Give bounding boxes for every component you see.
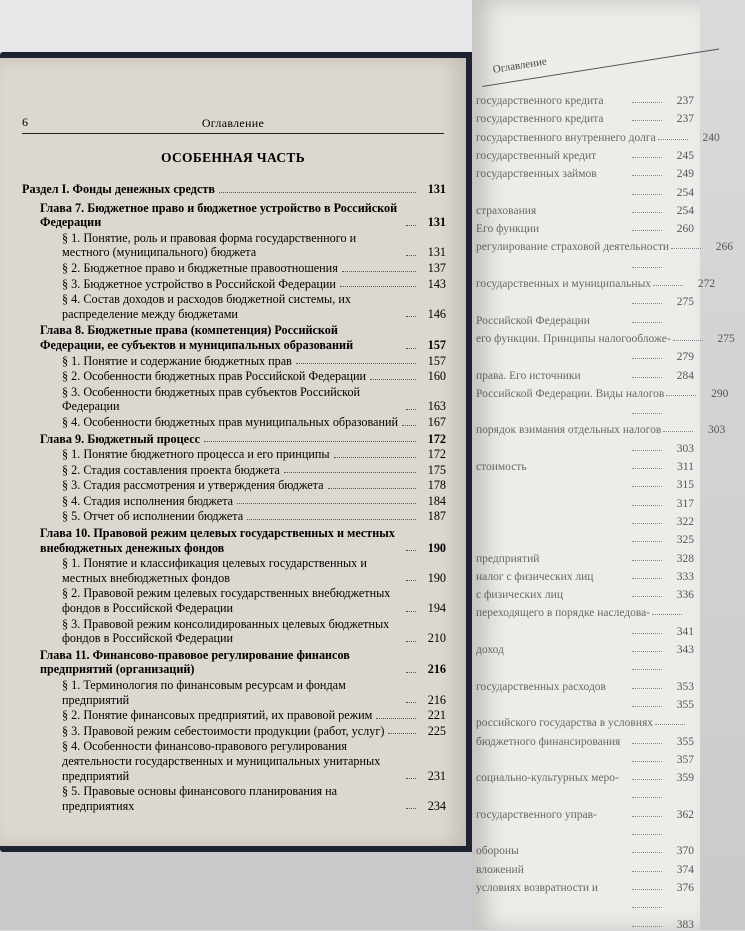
right-toc-line <box>472 275 716 290</box>
right-toc-line <box>472 110 704 125</box>
toc-entry-title: § 3. Стадия рассмотрения и утверждения бюджета <box>62 478 324 493</box>
right-toc-page: 328 <box>676 552 694 565</box>
right-toc-dots <box>653 285 683 286</box>
toc-entry <box>22 182 446 197</box>
right-toc-page: 355 <box>676 735 694 748</box>
right-toc-text: его функции. Принципы налогообложе- <box>476 332 671 345</box>
toc-entry <box>22 277 446 292</box>
toc-entry-page: 221 <box>427 708 446 723</box>
toc-entry-page: 157 <box>427 337 446 352</box>
right-toc-page: 260 <box>676 223 694 236</box>
right-toc-line <box>472 733 704 748</box>
right-toc-page: 266 <box>715 241 734 254</box>
right-toc-dots <box>632 120 662 121</box>
right-toc-dots <box>632 578 662 579</box>
right-toc-line <box>472 129 720 144</box>
right-toc-line <box>472 330 735 345</box>
right-toc-page: 254 <box>676 186 694 199</box>
right-toc-line <box>472 659 704 674</box>
right-toc-page: 336 <box>676 589 694 602</box>
right-toc-page: 341 <box>676 625 694 638</box>
right-toc-text: вложений <box>476 863 524 876</box>
right-toc-page: 359 <box>676 772 694 785</box>
right-toc-text: порядок взимания отдельных налогов <box>476 424 662 437</box>
right-toc-line <box>472 842 704 857</box>
right-toc-line <box>472 385 729 400</box>
right-toc-dots <box>632 358 662 359</box>
toc-entry-page: 210 <box>427 631 446 646</box>
right-toc-text: Его функции <box>476 223 540 236</box>
table-of-contents <box>22 182 446 814</box>
toc-leader-dots <box>237 503 416 504</box>
toc-entry-title: § 1. Понятие бюджетного процесса и его принципы <box>62 447 330 462</box>
right-toc-line <box>472 92 704 107</box>
right-toc-text: права. Его источники <box>476 369 581 382</box>
toc-leader-dots <box>406 808 416 809</box>
right-toc-text: условиях возвратности и <box>476 881 599 894</box>
right-toc-line <box>472 623 704 638</box>
right-toc-dots <box>632 303 662 304</box>
toc-entry-page: 137 <box>427 260 446 275</box>
toc-entry <box>22 323 446 352</box>
right-toc-line <box>472 550 704 565</box>
toc-leader-dots <box>406 316 416 317</box>
right-toc-line <box>472 861 704 876</box>
right-toc-page: 275 <box>676 296 694 309</box>
right-toc-line <box>472 916 704 931</box>
right-toc-dots <box>632 743 662 744</box>
right-toc-line <box>472 476 704 491</box>
right-toc-text: регулирование страховой деятельности <box>476 241 670 254</box>
toc-entry <box>22 369 446 384</box>
toc-entry-title: Глава 8. Бюджетные права (компетенция) Российской Федерации, ее субъектов и муниципальных образований <box>40 323 354 352</box>
toc-entry-title: § 4. Особенности финансово-правового регулирования деятельности государственных и муниципальных унитарных предприятий <box>62 739 381 783</box>
right-toc-text: государственных займов <box>476 168 597 181</box>
toc-entry-title: § 5. Отчет об исполнении бюджета <box>62 509 244 524</box>
toc-entry <box>22 261 446 276</box>
toc-leader-dots <box>406 611 416 612</box>
toc-entry-title: § 2. Стадия составления проекта бюджета <box>62 462 280 477</box>
right-toc-page: 374 <box>676 863 694 876</box>
toc-entry-page: 225 <box>427 723 446 738</box>
right-toc-page: 383 <box>676 918 694 931</box>
right-toc-line <box>472 513 704 528</box>
right-toc-dots <box>655 724 685 725</box>
toc-entry <box>22 231 446 260</box>
toc-entry-page: 163 <box>427 399 446 414</box>
right-toc-page: 333 <box>676 570 694 583</box>
toc-entry-page: 131 <box>427 182 446 196</box>
right-toc-dots <box>671 248 701 249</box>
right-toc-page: 355 <box>676 698 694 711</box>
right-toc-page: 353 <box>676 680 694 693</box>
toc-entry-title: § 2. Особенности бюджетных прав Российской Федерации <box>62 369 367 384</box>
toc-entry-page: 194 <box>427 601 446 616</box>
toc-entry-title: § 3. Особенности бюджетных прав субъектов Российской Федерации <box>62 384 361 414</box>
right-toc-dots <box>632 633 662 634</box>
right-toc-line <box>472 312 704 327</box>
page-header <box>22 113 444 134</box>
toc-entry-title: § 2. Правовой режим целевых государственных внебюджетных фондов в Российской Федерации <box>62 586 391 616</box>
toc-entry-page: 167 <box>427 414 446 429</box>
toc-entry-page: 143 <box>427 276 446 291</box>
right-toc-dots <box>632 907 662 908</box>
right-toc-page: 315 <box>676 479 694 492</box>
right-toc-line <box>472 257 704 272</box>
right-page <box>472 0 735 931</box>
right-toc-text: с физических лиц <box>476 589 563 602</box>
toc-leader-dots <box>406 225 416 226</box>
toc-leader-dots <box>406 348 416 349</box>
right-toc-dots <box>632 468 662 469</box>
right-toc-line <box>472 367 704 382</box>
toc-leader-dots <box>284 472 416 473</box>
toc-leader-dots <box>406 641 416 642</box>
right-toc-line <box>472 238 734 254</box>
right-toc-dots <box>632 834 662 835</box>
toc-entry-title: § 5. Правовые основы финансового планирования на предприятиях <box>62 784 338 813</box>
toc-entry <box>22 617 446 646</box>
toc-entry-title: § 2. Бюджетное право и бюджетные правоотношения <box>62 260 338 275</box>
right-toc-text: обороны <box>476 845 519 858</box>
toc-entry-page: 175 <box>427 462 446 477</box>
right-toc-dots <box>632 816 662 817</box>
right-toc-page: 362 <box>676 808 694 821</box>
right-toc-page: 311 <box>677 461 694 473</box>
right-toc-dots <box>632 688 662 689</box>
toc-entry-page: 157 <box>427 353 446 368</box>
toc-entry <box>22 415 446 430</box>
right-toc-dots <box>632 377 662 378</box>
toc-entry <box>22 784 446 813</box>
toc-leader-dots <box>406 778 416 779</box>
right-toc-dots <box>632 560 662 561</box>
toc-entry-page: 190 <box>427 570 446 585</box>
right-toc-page: 240 <box>702 131 720 144</box>
right-toc-dots <box>632 267 662 268</box>
right-toc-text: государственного управ- <box>476 808 597 821</box>
right-toc-page: 317 <box>676 497 694 510</box>
toc-leader-dots <box>402 425 416 426</box>
toc-entry-title: § 1. Понятие, роль и правовая форма государственного и местного (муниципального) бюджета <box>62 230 357 260</box>
toc-leader-dots <box>388 733 416 734</box>
toc-entry-page: 172 <box>427 447 446 462</box>
toc-entry-page: 178 <box>427 478 446 493</box>
toc-entry <box>22 526 446 555</box>
right-toc-dots <box>632 194 662 195</box>
toc-entry-page: 160 <box>427 369 446 384</box>
right-toc-line <box>472 641 704 656</box>
toc-entry-title: § 3. Правовой режим консолидированных целевых бюджетных фондов в Российской Федерации <box>62 616 390 646</box>
right-toc-line <box>472 440 704 455</box>
toc-leader-dots <box>247 519 416 520</box>
right-toc-dots <box>632 541 662 542</box>
toc-entry <box>22 678 446 707</box>
toc-entry-title: Глава 7. Бюджетное право и бюджетное устройство в Российской Федерации <box>40 200 398 230</box>
right-toc-dots <box>632 926 662 927</box>
right-toc-text: государственного кредита <box>476 95 604 107</box>
toc-leader-dots <box>370 379 416 380</box>
right-toc-text: предприятий <box>476 552 540 565</box>
right-toc-line <box>472 696 704 711</box>
right-toc-text: переходящего в порядке наследова- <box>476 607 651 620</box>
toc-leader-dots <box>328 488 416 489</box>
right-toc-page: 303 <box>676 442 694 455</box>
toc-entry <box>22 385 446 414</box>
toc-entry <box>22 478 446 493</box>
right-toc-text: государственных расходов <box>476 680 606 693</box>
toc-entry-title: § 4. Состав доходов и расходов бюджетной системы, их распределение между бюджетами <box>62 292 351 321</box>
toc-entry <box>22 739 446 783</box>
right-toc-line <box>472 220 704 235</box>
right-toc-page: 322 <box>676 515 694 528</box>
right-toc-dots <box>632 669 662 670</box>
right-toc-page: 245 <box>676 149 694 162</box>
right-toc-line <box>472 348 704 363</box>
right-toc-dots <box>673 340 703 341</box>
right-toc-dots <box>632 505 662 506</box>
right-toc-text: государственного внутреннего долга <box>476 131 656 144</box>
right-toc-line <box>472 421 726 437</box>
right-toc-dots <box>632 322 662 323</box>
toc-entry <box>22 463 446 478</box>
toc-entry-page: 216 <box>427 692 446 707</box>
toc-entry <box>22 201 446 230</box>
right-toc-line <box>472 751 704 766</box>
right-toc-line <box>472 604 704 619</box>
toc-entry-page: 231 <box>427 768 446 783</box>
right-toc-text: страхования <box>476 204 537 217</box>
right-toc-page: 325 <box>676 534 694 547</box>
toc-entry-page: 184 <box>427 493 446 508</box>
right-toc-dots <box>632 523 662 524</box>
toc-entry-title: § 2. Понятие финансовых предприятий, их правовой режим <box>62 708 373 723</box>
toc-leader-dots <box>340 286 416 287</box>
toc-leader-dots <box>406 550 416 551</box>
toc-leader-dots <box>406 580 416 581</box>
right-toc-page: 249 <box>676 168 694 181</box>
toc-entry-page: 190 <box>427 540 446 555</box>
right-toc-dots <box>632 212 662 213</box>
right-toc-line <box>472 184 704 199</box>
right-toc-text: российского государства в условиях <box>476 717 654 730</box>
toc-entry-title: § 1. Понятие и классификация целевых государственных и местных внебюджетных фондов <box>62 556 367 585</box>
right-toc-page: 254 <box>676 204 694 217</box>
section-title: ОСОБЕННАЯ ЧАСТЬ <box>161 150 305 165</box>
toc-entry <box>22 586 446 615</box>
right-toc-page: 376 <box>676 881 694 894</box>
toc-entry <box>22 724 446 739</box>
toc-entry-page: 187 <box>427 509 446 524</box>
toc-entry-title: § 4. Особенности бюджетных прав муниципальных образований <box>62 414 399 429</box>
right-toc-line <box>472 403 704 418</box>
toc-entry-title: Глава 11. Финансово-правовое регулирование финансов предприятий (организаций) <box>40 647 350 677</box>
toc-entry-title: § 1. Понятие и содержание бюджетных прав <box>62 353 292 368</box>
toc-leader-dots <box>376 718 416 719</box>
right-toc-line <box>472 293 704 308</box>
right-toc-dots <box>632 596 662 597</box>
right-toc-line <box>472 495 704 510</box>
toc-entry-title: § 4. Стадия исполнения бюджета <box>62 493 234 508</box>
toc-entry-title: Раздел I. Фонды денежных средств <box>22 182 215 196</box>
toc-entry <box>22 354 446 369</box>
toc-entry-page: 131 <box>427 245 446 260</box>
right-toc-dots <box>632 413 662 414</box>
toc-leader-dots <box>342 271 416 272</box>
right-running-title: Оглавление <box>492 55 548 76</box>
toc-entry <box>22 556 446 585</box>
right-toc-text: социально-культурных меро- <box>476 772 619 785</box>
running-title: Оглавление <box>201 116 265 130</box>
right-toc-text: государственный кредит <box>476 149 597 162</box>
right-toc-line <box>472 787 704 802</box>
toc-entry-page: 234 <box>427 798 446 813</box>
toc-entry-page: 131 <box>427 215 446 230</box>
right-toc-page: 272 <box>697 278 716 290</box>
right-toc-text: государственного кредита <box>476 113 604 126</box>
right-toc-dots <box>663 431 693 432</box>
toc-entry <box>22 432 446 447</box>
right-toc-page: 284 <box>676 369 694 382</box>
toc-entry-title: § 1. Терминология по финансовым ресурсам и фондам предприятий <box>62 678 346 707</box>
toc-leader-dots <box>406 409 416 410</box>
right-toc-line <box>472 769 704 784</box>
toc-entry-page: 146 <box>427 306 446 321</box>
page-number: 6 <box>22 115 28 129</box>
right-toc-text: налог с физических лиц <box>476 570 594 583</box>
right-toc-page: 279 <box>676 351 694 364</box>
toc-entry-page: 172 <box>427 431 446 446</box>
right-toc-line <box>472 165 704 180</box>
toc-leader-dots <box>204 441 416 442</box>
toc-entry <box>22 292 446 321</box>
right-toc-line <box>472 678 704 693</box>
toc-entry <box>22 494 446 509</box>
right-toc-line <box>472 147 704 162</box>
right-toc-dots <box>632 871 662 872</box>
right-toc-dots <box>652 614 682 615</box>
right-toc-page: 237 <box>676 113 694 126</box>
right-toc-page: 343 <box>676 644 694 656</box>
right-toc-line <box>472 824 704 839</box>
right-toc-dots <box>632 797 662 798</box>
right-toc-dots <box>632 706 662 707</box>
right-toc-text: Российской Федерации. Виды налогов <box>476 387 665 400</box>
right-toc-page: 357 <box>676 753 694 766</box>
right-toc-page: 275 <box>717 332 735 345</box>
toc-entry-title: § 3. Бюджетное устройство в Российской Федерации <box>62 276 336 291</box>
toc-entry <box>22 509 446 524</box>
right-toc-dots <box>632 761 662 762</box>
right-toc-dots <box>632 651 662 652</box>
right-toc-line <box>472 568 704 583</box>
right-toc-dots <box>632 230 662 231</box>
toc-entry-title: Глава 9. Бюджетный процесс <box>40 431 201 446</box>
right-toc-dots <box>632 450 662 451</box>
right-toc-dots <box>632 102 662 103</box>
right-toc-page: 370 <box>676 845 694 858</box>
right-toc-text: государственных и муниципальных <box>476 278 652 290</box>
right-toc-page: 290 <box>711 387 729 400</box>
right-toc-dots <box>632 175 662 176</box>
toc-entry <box>22 447 446 462</box>
toc-leader-dots <box>406 672 416 673</box>
toc-entry <box>22 648 446 677</box>
right-toc-line <box>472 879 704 894</box>
toc-entry-title: § 3. Правовой режим себестоимости продукции (работ, услуг) <box>62 723 385 738</box>
right-toc-dots <box>632 889 662 890</box>
right-toc-dots <box>658 139 688 140</box>
right-toc-line <box>472 202 704 217</box>
right-toc-line <box>472 897 704 912</box>
right-toc-page: 303 <box>708 424 726 437</box>
right-toc-page: 237 <box>676 95 694 107</box>
right-toc-dots <box>632 157 662 158</box>
right-toc-dots <box>632 852 662 853</box>
right-toc-line <box>472 806 704 821</box>
right-toc-line <box>472 586 704 601</box>
toc-leader-dots <box>406 255 416 256</box>
right-toc-dots <box>632 779 662 780</box>
toc-entry-page: 216 <box>427 662 446 677</box>
toc-entry-title: Глава 10. Правовой режим целевых государственных и местных внебюджетных денежных фондов <box>40 526 395 555</box>
toc-leader-dots <box>296 363 416 364</box>
right-toc-dots <box>666 395 696 396</box>
toc-leader-dots <box>406 702 416 703</box>
right-toc-dots <box>632 486 662 487</box>
right-toc-line <box>472 714 704 729</box>
right-toc-text: стоимость <box>476 461 527 473</box>
right-toc-line <box>472 458 704 473</box>
right-toc-line <box>472 531 704 546</box>
right-toc-text: Российской Федерации <box>476 314 590 327</box>
right-toc-text: бюджетного финансирования <box>476 735 621 748</box>
toc-leader-dots <box>219 192 416 193</box>
toc-leader-dots <box>334 457 416 458</box>
toc-entry <box>22 708 446 723</box>
right-toc-text: доход <box>476 644 504 656</box>
